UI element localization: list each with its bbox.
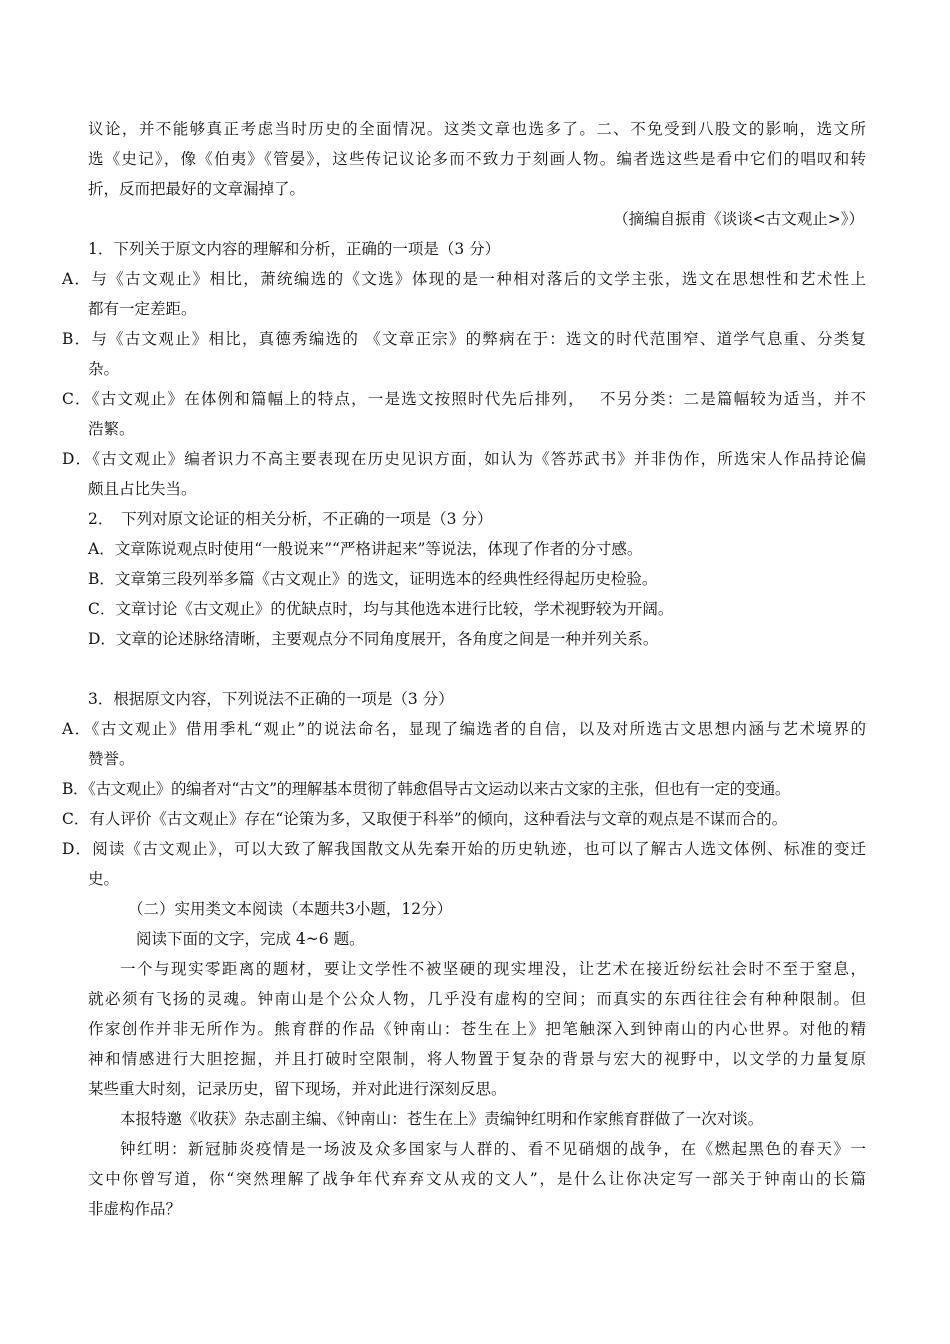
passage2-p3-line-3: 非虚构作品？: [88, 1200, 182, 1218]
question-3-option-c: C．有人评价《古文观止》存在“论策为多，又取便于科举”的倾向，这种看法与文章的观点是不谋而合的。: [62, 810, 788, 828]
question-1-option-b: B．与《古文观止》相比，真德秀编选的 《文章正宗》的弊病在于：选文的时代范围窄、道学气息重、分类复: [62, 330, 866, 348]
passage2-p1-line-1: 一个与现实零距离的题材，要让文学性不被坚硬的现实埋没，让艺术在接近纷纭社会时不至于窒息，: [120, 960, 866, 978]
question-1-option-c: C．《古文观止》在体例和篇幅上的特点，一是选文按照时代先后排列， 不另分类：二是篇幅较为适当，并不: [62, 390, 866, 408]
question-3-option-a: A．《古文观止》借用季札“观止”的说法命名，显现了编选者的自信，以及对所选古文思想内涵与艺术境界的: [62, 720, 866, 738]
passage1-line-2: 选《史记》，像《伯夷》《管晏》，这些传记议论多而不致力于刻画人物。编者选这些是看中它们的唱叹和转: [88, 150, 866, 168]
passage2-p3-line-2: 文中你曾写道，你“突然理解了战争年代弃弃文从戎的文人”，是什么让你决定写一部关于钟南山的长篇: [88, 1170, 866, 1188]
passage2-p1-line-2: 就必须有飞扬的灵魂。钟南山是个公众人物，几乎没有虚构的空间；而真实的东西往往会有种种限制。但: [88, 990, 866, 1008]
passage2-p2: 本报特邀《收获》杂志副主编、《钟南山：苍生在上》责编钟红明和作家熊育群做了一次对谈。: [120, 1110, 764, 1128]
question-3-stem: 3．根据原文内容，下列说法不正确的一项是（3 分）: [88, 690, 454, 708]
passage1-source: （摘编自振甫《谈谈<古文观止>》）: [613, 210, 864, 228]
section-2-instruction: 阅读下面的文字，完成 4~6 题。: [136, 930, 365, 948]
question-2-stem: 2． 下列对原文论证的相关分析，不正确的一项是（3 分）: [88, 510, 493, 528]
passage1-line-1: 议论，并不能够真正考虑当时历史的全面情况。这类文章也选多了。二、不免受到八股文的影响，选文所: [88, 120, 866, 138]
passage1-line-3: 折，反而把最好的文章漏掉了。: [88, 180, 306, 198]
passage2-p1-line-3: 作家创作并非无所作为。熊育群的作品《钟南山：苍生在上》把笔触深入到钟南山的内心世界。对他的精: [88, 1020, 866, 1038]
question-3-option-d: D．阅读《古文观止》，可以大致了解我国散文从先秦开始的历史轨迹，也可以了解古人选文体例、标准的变迁: [62, 840, 866, 858]
question-3-option-d-cont: 史。: [88, 870, 120, 888]
question-1-stem: 1．下列关于原文内容的理解和分析，正确的一项是（3 分）: [88, 240, 501, 258]
question-2-option-a: A．文章陈说观点时使用“一般说来”“严格讲起来”等说法，体现了作者的分寸感。: [88, 540, 643, 558]
question-1-option-a: A．与《古文观止》相比，萧统编选的《文选》体现的是一种相对落后的文学主张，选文在思想性和艺术性上: [62, 270, 866, 288]
question-1-option-d-cont: 颇且占比失当。: [88, 480, 197, 498]
question-2-option-d: D．文章的论述脉络清晰，主要观点分不同角度展开，各角度之间是一种并列关系。: [88, 630, 659, 648]
passage2-p1-line-4: 神和情感进行大胆挖掘，并且打破时空限制，将人物置于复杂的背景与宏大的视野中，以文学的力量复原: [88, 1050, 866, 1068]
question-1-option-c-cont: 浩繁。: [88, 420, 135, 438]
question-1-option-b-cont: 杂。: [88, 360, 120, 378]
question-3-option-b: B．《古文观止》的编者对“古文”的理解基本贯彻了韩愈倡导古文运动以来古文家的主张，但也有一定的变通。: [62, 780, 790, 798]
passage2-p3-line-1: 钟红明：新冠肺炎疫情是一场波及众多国家与人群的、看不见硝烟的战争，在《燃起黑色的春天》一: [120, 1140, 866, 1158]
passage2-p1-line-5: 某些重大时刻，记录历史，留下现场，并对此进行深刻反思。: [88, 1080, 507, 1098]
question-2-option-b: B．文章第三段列举多篇《古文观止》的选文，证明选本的经典性经得起历史检验。: [88, 570, 658, 588]
question-2-option-c: C．文章讨论《古文观止》的优缺点时，均与其他选本进行比较，学术视野较为开阔。: [88, 600, 674, 618]
question-1-option-a-cont: 都有一定差距。: [88, 300, 197, 318]
section-2-heading: （二）实用类文本阅读（本题共3小题，12分）: [128, 900, 453, 918]
question-1-option-d: D．《古文观止》编者识力不高主要表现在历史见识方面，如认为《答苏武书》并非伪作，所选宋人作品持论偏: [62, 450, 866, 468]
question-3-option-a-cont: 赞誉。: [88, 750, 135, 768]
